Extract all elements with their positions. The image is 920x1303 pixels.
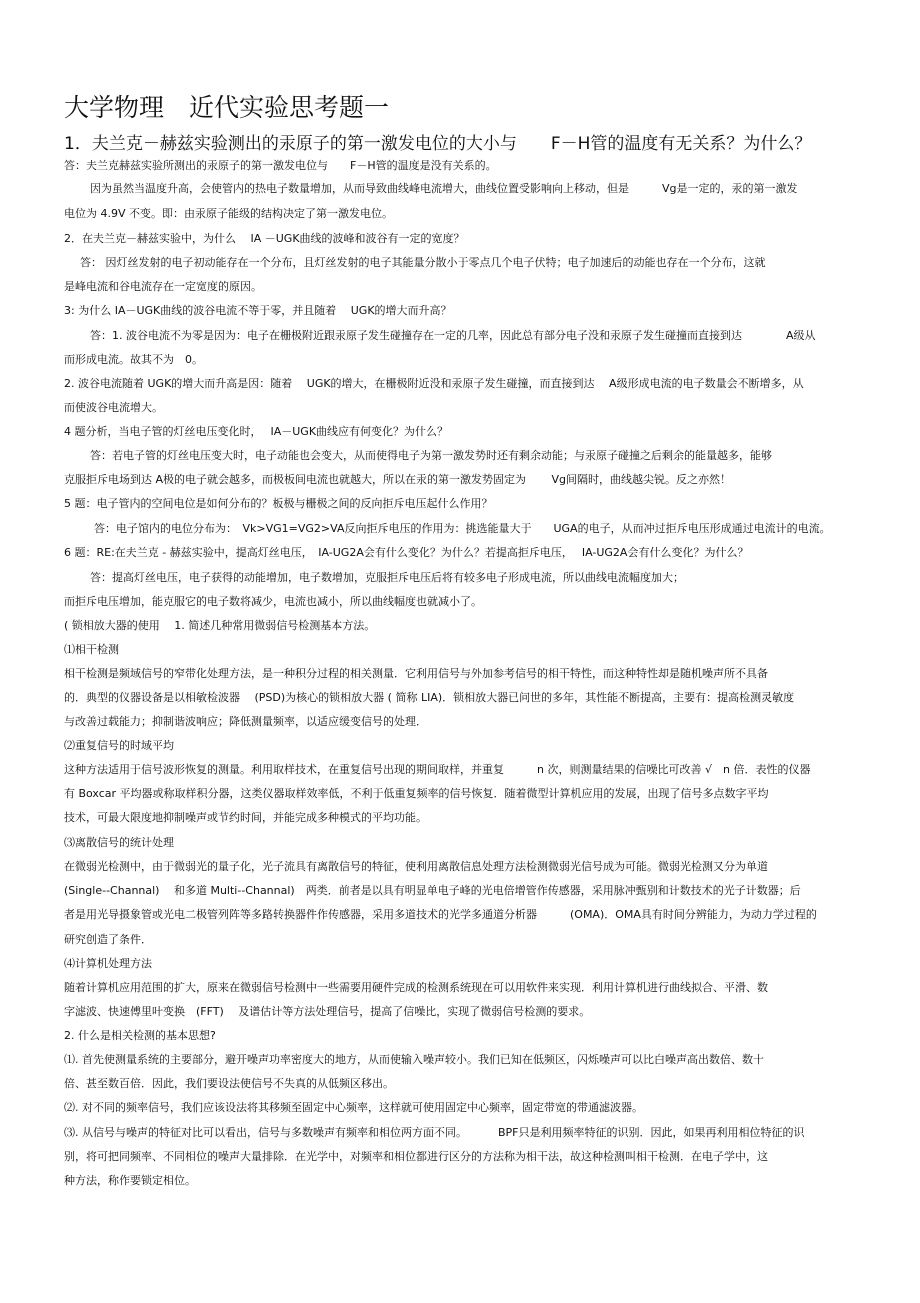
text-line: 而形成电流。故其不为 0。: [64, 353, 203, 366]
text-line: 答：提高灯丝电压，电子获得的动能增加，电子数增加，克服拒斥电压后将有较多电子形成电流，所以曲线电流幅度加大；: [90, 571, 684, 584]
text-line: ( 锁相放大器的使用 1. 简述几种常用微弱信号检测基本方法。: [64, 619, 376, 632]
text-line: 2．在夫兰克－赫兹实验中，为什么 IA －UGK曲线的波峰和波谷有一定的宽度？: [64, 232, 465, 245]
question-1-heading: 1．夫兰克－赫兹实验测出的汞原子的第一激发电位的大小与 F－H管的温度有无关系？为什么？: [64, 134, 812, 154]
text-line: 5 题：电子管内的空间电位是如何分布的？板极与栅极之间的反向拒斥电压起什么作用？: [64, 497, 493, 510]
text-line: 克服拒斥电场到达 A极的电子就会越多，而极板间电流也就越大，所以在汞的第一激发势固定为 Vg间隔时，曲线越尖锐。反之亦然！: [64, 473, 732, 486]
text-line: 字滤波、快速傅里叶变换 (FFT) 及谱估计等方法处理信号，提高了信噪比，实现了微弱信号检测的要求。: [64, 1005, 591, 1018]
text-line: 这种方法适用于信号波形恢复的测量。利用取样技术，在重复信号出现的期间取样，并重复 n 次，则测量结果的信噪比可改善 √ n 倍．表性的仪器: [64, 763, 811, 776]
text-line: 因为虽然当温度升高，会使管内的热电子数量增加，从而导致曲线峰电流增大，曲线位置受影响向上移动，但是 Vg是一定的，汞的第一激发: [90, 182, 798, 195]
text-line: 而使波谷电流增大。: [64, 401, 163, 414]
text-line: ⑵. 对不同的频率信号，我们应该设法将其移频至固定中心频率，这样就可使用固定中心频率，固定带宽的带通滤波器。: [64, 1101, 643, 1114]
text-line: 别，将可把同频率、不同相位的噪声大量排除．在光学中，对频率和相位都进行区分的方法称为相干法，故这种检测叫相干检测．在电子学中，这: [64, 1150, 768, 1163]
text-line: 答：夫兰克赫兹实验所测出的汞原子的第一激发电位与 F－H管的温度是没有关系的。: [64, 159, 497, 172]
text-line: 者是用光导摄象管或光电二极管列阵等多路转换器件作传感器，采用多道技术的光学多通道分析器 (OMA)．OMA具有时间分辨能力，为动力学过程的: [64, 908, 817, 921]
text-line: 随着计算机应用范围的扩大，原来在微弱信号检测中一些需要用硬件完成的检测系统现在可以用软件来实现．利用计算机进行曲线拟合、平滑、数: [64, 981, 768, 994]
text-line: ⑶. 从信号与噪声的特征对比可以看出，信号与多数噪声有频率和相位两方面不同。 BPF只是利用频率特征的识别．因此，如果再利用相位特征的识: [64, 1126, 805, 1139]
text-line: 3: 为什么 IA－UGK曲线的波谷电流不等于零，并且随着 UGK的增大而升高？: [64, 304, 452, 317]
text-line: 4 题分析，当电子管的灯丝电压变化时， IA－UGK曲线应有何变化？为什么？: [64, 425, 449, 438]
text-line: ⑴. 首先使测量系统的主要部分，避开噪声功率密度大的地方，从而使输入噪声较小。我们已知在低频区，闪烁噪声可以比白噪声高出数倍、数十: [64, 1053, 764, 1066]
text-line: 答： 因灯丝发射的电子初动能存在一个分布，且灯丝发射的电子其能量分散小于零点几个电子伏特；电子加速后的动能也存在一个分布，这就: [80, 256, 766, 269]
text-line: ⑶离散信号的统计处理: [64, 836, 174, 849]
text-line: 相干检测是频域信号的窄带化处理方法，是一种积分过程的相关测量．它利用信号与外加参考信号的相干特性，而这种特性却是随机噪声所不具备: [64, 667, 768, 680]
text-line: (Single--Channal) 和多道 Multi--Channal) 两类．前者是以具有明显单电子峰的光电倍增管作传感器，采用脉冲甄别和计数技术的光子计数器；后: [64, 884, 801, 897]
text-line: ⑷计算机处理方法: [64, 957, 152, 970]
text-line: 与改善过载能力；抑制谐波响应；降低测量频率，以适应缓变信号的处理．: [64, 715, 427, 728]
text-line: 6 题：RE:在夫兰克 - 赫兹实验中，提高灯丝电压， IA-UG2A会有什么变化？为什么？若提高拒斥电压， IA-UG2A会有什么变化？为什么？: [64, 546, 749, 559]
text-line: ⑴相干检测: [64, 643, 119, 656]
text-line: 技术，可最大限度地抑制噪声或节约时间，并能完成多种模式的平均功能。: [64, 811, 427, 824]
text-line: 有 Boxcar 平均器或称取样积分器，这类仪器取样效率低，不利于低重复频率的信号恢复．随着微型计算机应用的发展，出现了信号多点数字平均: [64, 787, 769, 800]
text-line: 2. 什么是相关检测的基本思想?: [64, 1029, 216, 1042]
text-line: 答：电子馆内的电位分布为： Vk>VG1=VG2>VA反向拒斥电压的作用为：挑选能量大于 UGA的电子，从而冲过拒斥电压形成通过电流计的电流。: [94, 522, 831, 535]
text-line: 的．典型的仪器设备是以相敏检波器 (PSD)为核心的锁相放大器 ( 简称 LIA)．锁相放大器已问世的多年，其性能不断提高，主要有：提高检测灵敏度: [64, 691, 795, 704]
text-line: 2. 波谷电流随着 UGK的增大而升高是因：随着 UGK的增大，在栅极附近没和汞原子发生碰撞，而直接到达 A级形成电流的电子数量会不断增多，从: [64, 377, 804, 390]
text-line: 是峰电流和谷电流存在一定宽度的原因。: [64, 280, 262, 293]
text-line: 电位为 4.9V 不变。即：由汞原子能级的结构决定了第一激发电位。: [64, 207, 394, 220]
text-line: 而拒斥电压增加，能克服它的电子数将减少，电流也减小，所以曲线幅度也就减小了。: [64, 595, 482, 608]
text-line: 答：1. 波谷电流不为零是因为：电子在栅极附近跟汞原子发生碰撞存在一定的几率，因此总有部分电子没和汞原子发生碰撞而直接到达 A级从: [90, 329, 816, 342]
text-line: 在微弱光检测中，由于微弱光的量子化，光子流具有离散信号的特征，使利用离散信息处理方法检测微弱光信号成为可能。微弱光检测又分为单道: [64, 860, 768, 873]
text-line: 倍、甚至数百倍．因此，我们要设法使信号不失真的从低频区移出。: [64, 1077, 394, 1090]
document-title: 大学物理 近代实验思考题一: [64, 93, 390, 122]
text-line: 研究创造了条件．: [64, 933, 152, 946]
text-line: ⑵重复信号的时域平均: [64, 739, 174, 752]
text-line: 答：若电子管的灯丝电压变大时，电子动能也会变大，从而使得电子为第一激发势时还有剩余动能；与汞原子碰撞之后剩余的能量越多，能够: [90, 449, 772, 462]
text-line: 种方法，称作要锁定相位。: [64, 1174, 196, 1187]
